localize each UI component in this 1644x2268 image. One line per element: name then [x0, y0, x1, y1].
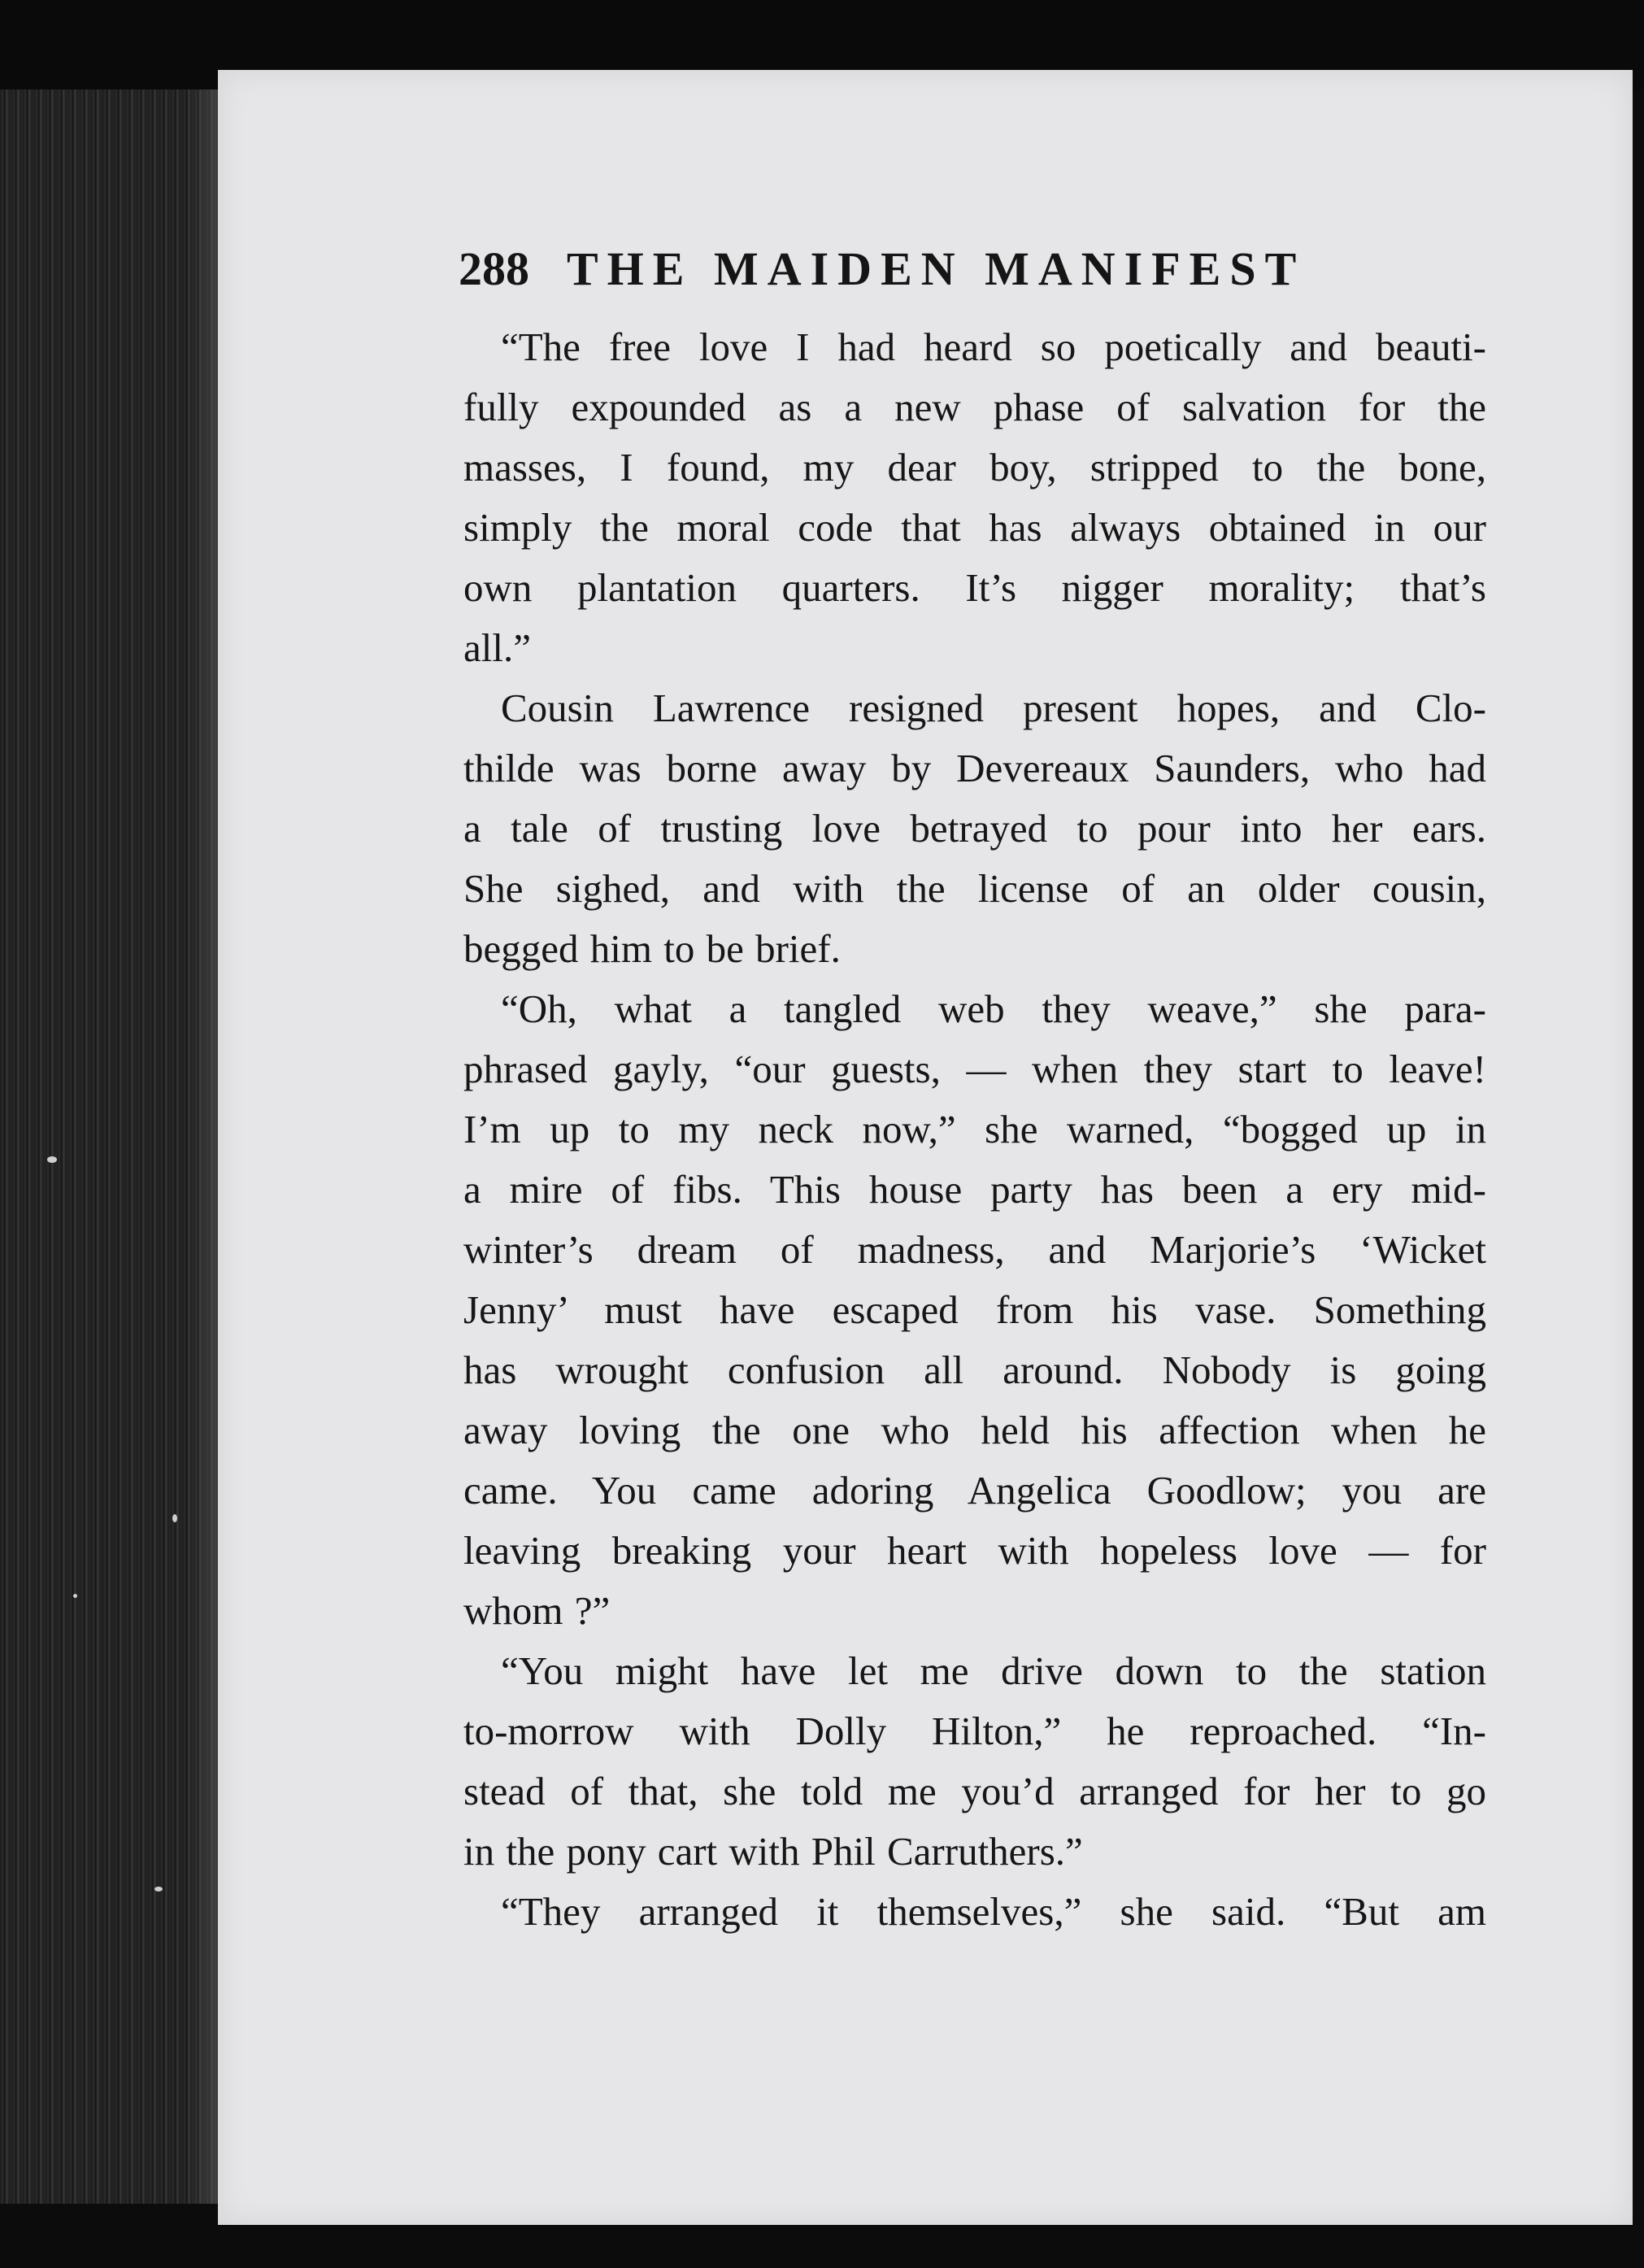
scan-speck [73, 1594, 77, 1598]
text-line: in the pony cart with Phil Carruthers.” [463, 1829, 1083, 1874]
text-line: “You might have let me drive down to the station [501, 1648, 1486, 1693]
text-line: “Oh, what a tangled web they weave,” she para- [501, 986, 1486, 1031]
body-text [463, 317, 1486, 1942]
text-line: stead of that, she told me you’d arranged for her to go [463, 1769, 1486, 1813]
text-line: whom ?” [463, 1588, 611, 1633]
text-line: leaving breaking your heart with hopeless love — for [463, 1528, 1486, 1573]
scan-speck [172, 1514, 177, 1522]
text-line: winter’s dream of madness, and Marjorie’s ‘Wicket [463, 1227, 1486, 1272]
text-line: “The free love I had heard so poetically and beauti- [501, 324, 1486, 369]
text-line: phrased gayly, “our guests, — when they start to leave! [463, 1047, 1486, 1091]
paragraph [463, 979, 1486, 1641]
paragraph [463, 1641, 1486, 1882]
paragraph [463, 317, 1486, 678]
text-line: She sighed, and with the license of an older cousin, [463, 866, 1486, 911]
scan-speck [47, 1156, 57, 1163]
paragraph [463, 1882, 1486, 1942]
text-line: has wrought confusion all around. Nobody is going [463, 1347, 1486, 1392]
text-line: begged him to be brief. [463, 926, 841, 971]
text-line: away loving the one who held his affection when he [463, 1408, 1486, 1452]
paragraph [463, 678, 1486, 979]
text-line: to-morrow with Dolly Hilton,” he reproached. “In- [463, 1709, 1486, 1753]
text-line: a tale of trusting love betrayed to pour into her ears. [463, 806, 1486, 851]
text-line: a mire of fibs. This house party has been a ery mid- [463, 1167, 1486, 1212]
text-line: Cousin Lawrence resigned present hopes, and Clo- [501, 686, 1486, 730]
text-line: thilde was borne away by Devereaux Saunders, who had [463, 746, 1486, 790]
scan-speck [154, 1887, 163, 1891]
text-line: own plantation quarters. It’s nigger morality; that’s [463, 565, 1486, 610]
text-line: simply the moral code that has always obtained in our [463, 505, 1486, 550]
running-header [459, 241, 1410, 298]
text-line: came. You came adoring Angelica Goodlow; you are [463, 1468, 1486, 1513]
page-number: 288 [459, 242, 529, 295]
text-line: all.” [463, 625, 531, 670]
text-line: I’m up to my neck now,” she warned, “bogged up in [463, 1107, 1486, 1151]
text-line: masses, I found, my dear boy, stripped to the bone, [463, 445, 1486, 490]
text-line: fully expounded as a new phase of salvation for the [463, 385, 1486, 429]
text-line: “They arranged it themselves,” she said. “But am [501, 1889, 1486, 1934]
running-title: THE MAIDEN MANIFEST [567, 242, 1306, 295]
text-line: Jenny’ must have escaped from his vase. Something [463, 1287, 1486, 1332]
